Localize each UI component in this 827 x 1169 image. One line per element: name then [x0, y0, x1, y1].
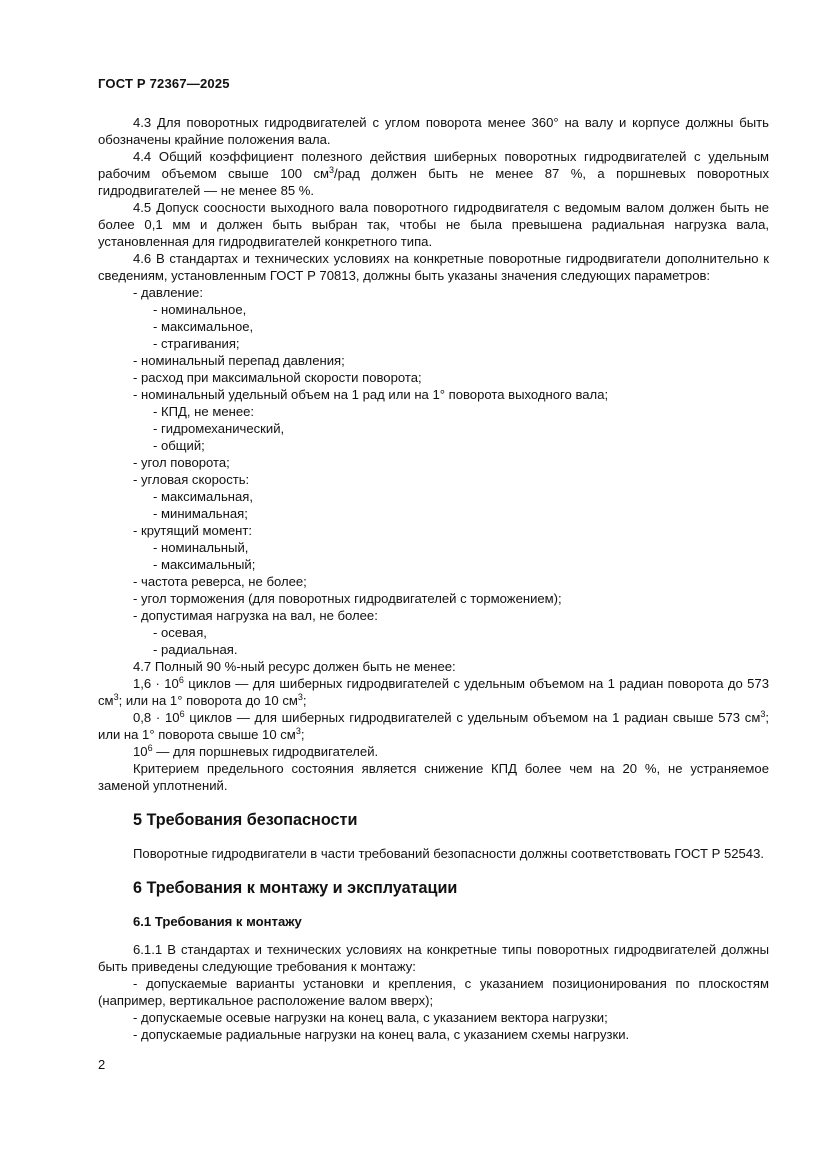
resource-line-1: $1,6 \cdot 10^6$ циклов — для шиберных гидродвигателей с удельным объемом на 1 радиан поворота до 573 $см^3$; или на 1° поворота до 10 $см^3$; [98, 675, 769, 708]
section-6-title: 6 Требования к монтажу и эксплуатации [133, 879, 458, 897]
section-5-text: Поворотные гидродвигатели в части требований безопасности должны соответствовать ГОСТ Р 52543. [133, 846, 764, 861]
list-item: - допускаемые радиальные нагрузки на конец вала, с указанием схемы нагрузки. [133, 1027, 630, 1042]
list-item: - номинальный, [153, 540, 249, 555]
paragraph-4-3: 4.3 Для поворотных гидродвигателей с углом поворота менее 360° на валу и корпусе должны быть обозначены крайние положения вала. [98, 115, 769, 147]
list-item: - минимальная; [153, 506, 248, 521]
paragraph-4-4: 4.4 Общий коэффициент полезного действия шиберных поворотных гидродвигателей с удельным рабочим объемом свыше 100 $см^3$/рад должен быть не менее 87 %, а поршневых поворотных гидродвигателей — не менее 85 %. [98, 149, 769, 198]
list-item: - максимальное, [153, 319, 254, 334]
page-content [98, 114, 769, 1043]
list-item: - расход при максимальной скорости поворота; [133, 370, 422, 385]
list-item: - максимальная, [153, 489, 254, 504]
list-item: - крутящий момент: [133, 523, 252, 538]
list-item: - частота реверса, не более; [133, 574, 307, 589]
parameter-list [98, 284, 769, 658]
paragraph-4-7: 4.7 Полный 90 %-ный ресурс должен быть не менее: [133, 659, 456, 674]
list-item: - допускаемые варианты установки и крепления, с указанием позиционирования по плоскостям (например, вертикальное расположение валом вверх); [98, 976, 769, 1008]
list-item: - КПД, не менее: [153, 404, 255, 419]
section-5-title: 5 Требования безопасности [133, 811, 358, 829]
resource-line-2: $0,8 \cdot 10^6$ циклов — для шиберных гидродвигателей с удельным объемом на 1 радиан свыше 573 $см^3$; или на 1° поворота свыше 10 $см^3$; [98, 709, 770, 742]
resource-line-3: $10^6$ — для поршневых гидродвигателей. [133, 743, 379, 759]
list-item: - допускаемые осевые нагрузки на конец вала, с указанием вектора нагрузки; [133, 1010, 608, 1025]
list-item: - номинальное, [153, 302, 247, 317]
limit-state-criterion: Критерием предельного состояния является снижение КПД более чем на 20 %, не устраняемое заменой уплотнений. [98, 761, 769, 793]
list-item: - допустимая нагрузка на вал, не более: [133, 608, 378, 623]
list-item: - гидромеханический, [153, 421, 285, 436]
list-item: - общий; [153, 438, 205, 453]
paragraph-6-1-1: 6.1.1 В стандартах и технических условиях на конкретные типы поворотных гидродвигателей должны быть приведены следующие требования к монтажу: [98, 942, 769, 974]
document-header: ГОСТ Р 72367—2025 [98, 76, 230, 91]
list-item: - давление: [133, 285, 203, 300]
list-item: - номинальный перепад давления; [133, 353, 345, 368]
paragraph-4-6: 4.6 В стандартах и технических условиях на конкретные поворотные гидродвигатели дополнительно к сведениям, установленным ГОСТ Р 70813, должны быть указаны значения следующих параметров: [98, 251, 769, 283]
list-item: - радиальная. [153, 642, 238, 657]
paragraph-4-5: 4.5 Допуск соосности выходного вала поворотного гидродвигателя с ведомым валом должен быть не более 0,1 мм и должен быть выбран так, чтобы не была превышена радиальная нагрузка вала, установленная для гидродвигателей конкретного типа. [98, 200, 769, 249]
list-item: - номинальный удельный объем на 1 рад или на 1° поворота выходного вала; [133, 387, 609, 402]
subsection-6-1-title: 6.1 Требования к монтажу [133, 914, 302, 929]
list-item: - осевая, [153, 625, 207, 640]
list-item: - страгивания; [153, 336, 240, 351]
page-number: 2 [98, 1057, 106, 1072]
list-item: - максимальный; [153, 557, 256, 572]
list-item: - угол поворота; [133, 455, 230, 470]
list-item: - угловая скорость: [133, 472, 250, 487]
list-item: - угол торможения (для поворотных гидродвигателей с торможением); [133, 591, 562, 606]
